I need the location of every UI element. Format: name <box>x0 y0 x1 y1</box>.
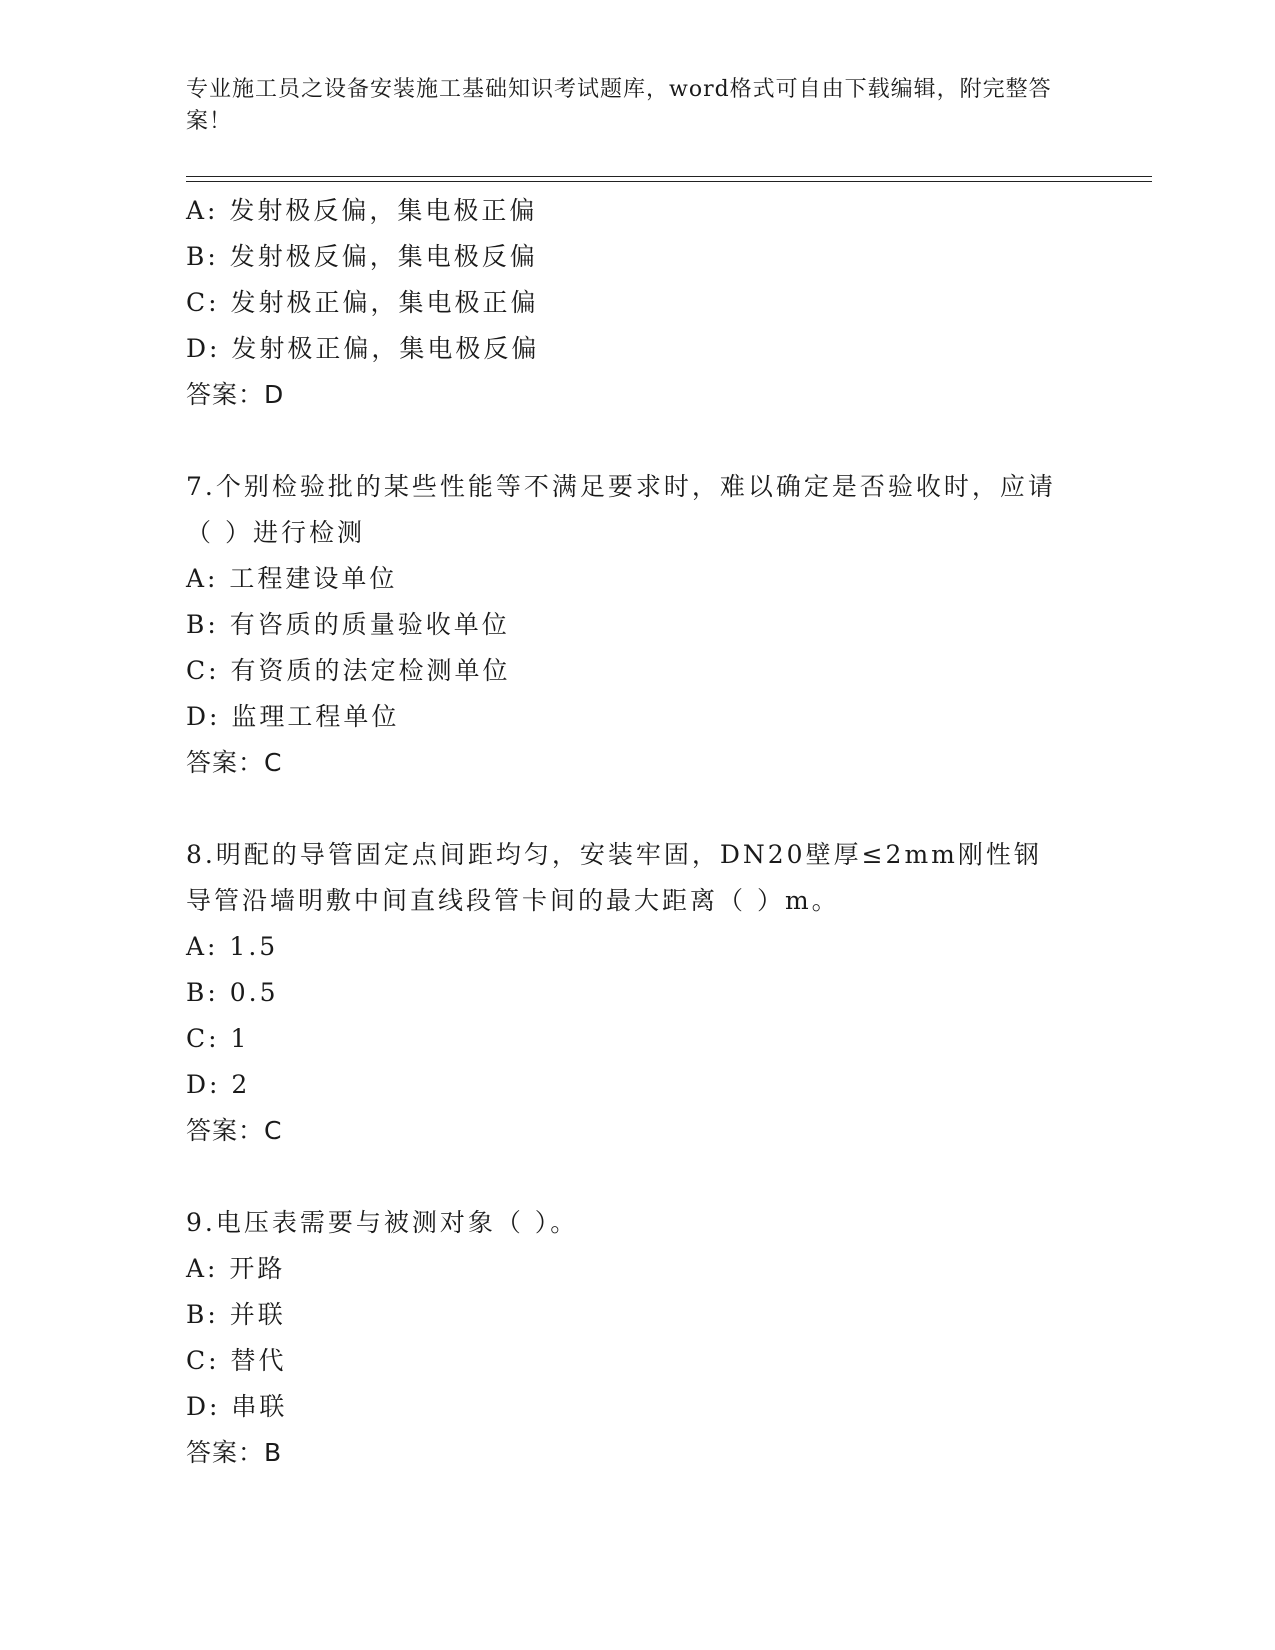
q9-option-b: B: 并联 <box>186 1300 286 1329</box>
q7-option-c: C: 有资质的法定检测单位 <box>186 656 511 685</box>
question-6 <box>186 188 1086 418</box>
q9-answer: 答案：B <box>186 1438 283 1467</box>
q6-option-b: B: 发射极反偏，集电极反偏 <box>186 242 538 271</box>
question-7 <box>186 464 1086 786</box>
q9-option-d: D: 串联 <box>186 1392 288 1421</box>
question-spacer <box>186 786 1086 832</box>
q6-answer: 答案：D <box>186 380 285 409</box>
q8-stem: 8.明配的导管固定点间距均匀，安装牢固，DN20壁厚≤2mm刚性钢导管沿墙明敷中间直线段管卡间的最大距离（ ）m。 <box>186 840 1042 915</box>
q9-option-c: C: 替代 <box>186 1346 287 1375</box>
question-spacer <box>186 418 1086 464</box>
q8-option-a: A: 1.5 <box>186 932 279 961</box>
header-divider-top <box>186 176 1152 177</box>
question-list <box>186 188 1086 1476</box>
q8-option-b: B: 0.5 <box>186 978 279 1007</box>
q9-stem: 9.电压表需要与被测对象（ ）。 <box>186 1208 579 1237</box>
question-spacer <box>186 1154 1086 1200</box>
question-8 <box>186 832 1086 1154</box>
q8-option-c: C: 1 <box>186 1024 250 1053</box>
q7-option-a: A: 工程建设单位 <box>186 564 398 593</box>
header-divider-bottom <box>186 181 1152 182</box>
q7-option-b: B: 有咨质的质量验收单位 <box>186 610 510 639</box>
q8-option-d: D: 2 <box>186 1070 251 1099</box>
question-9 <box>186 1200 1086 1476</box>
q9-option-a: A: 开路 <box>186 1254 286 1283</box>
q7-answer: 答案：C <box>186 748 283 777</box>
document-header-title: 专业施工员之设备安装施工基础知识考试题库，word格式可自由下载编辑，附完整答案！ <box>186 77 1052 134</box>
q7-stem: 7.个别检验批的某些性能等不满足要求时，难以确定是否验收时，应请（ ）进行检测 <box>186 472 1056 547</box>
q7-option-d: D: 监理工程单位 <box>186 702 400 731</box>
q6-option-c: C: 发射极正偏，集电极正偏 <box>186 288 539 317</box>
q6-option-a: A: 发射极反偏，集电极正偏 <box>186 196 538 225</box>
q8-answer: 答案：C <box>186 1116 283 1145</box>
q6-option-d: D: 发射极正偏，集电极反偏 <box>186 334 540 363</box>
